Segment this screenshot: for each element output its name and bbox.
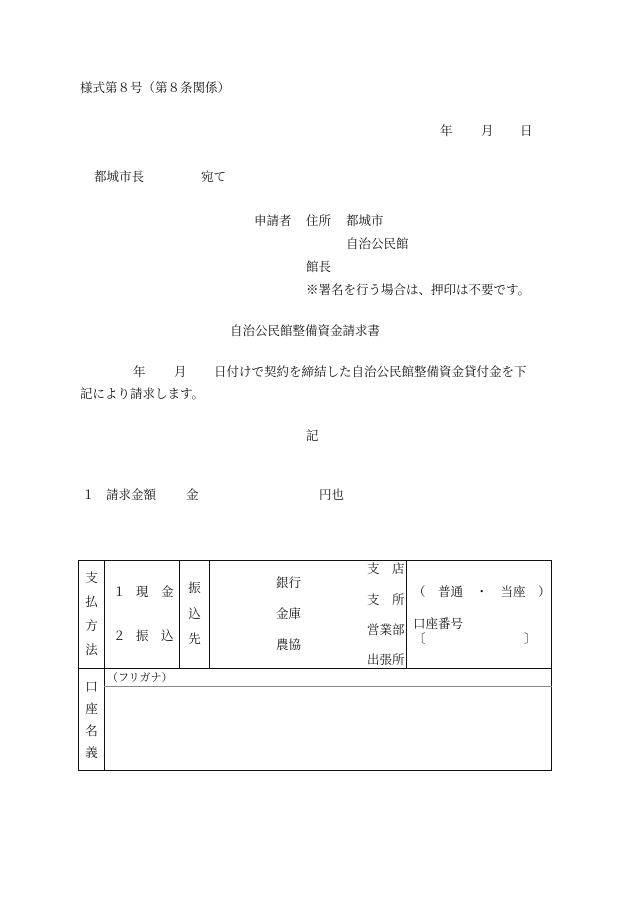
account-type: （ 普通 ・ 当座 ） (413, 584, 551, 599)
table-col-divider-1 (104, 560, 105, 771)
address-city: 都城市 (346, 213, 384, 228)
document-title: 自治公民館整備資金請求書 (230, 323, 381, 338)
table-col-divider-3 (209, 560, 210, 668)
account-number-close-bracket: 〕 (524, 631, 537, 646)
table-col-divider-4 (406, 560, 407, 668)
table-row-divider (78, 668, 552, 669)
account-number-open-bracket: 〔 (413, 631, 426, 646)
payment-method-label: 支 払 方 法 (85, 569, 98, 657)
transfer-destination-label: 振 込 先 (188, 580, 201, 647)
organization-name: 自治公民館 (346, 236, 409, 251)
ki-mark: 記 (306, 428, 319, 443)
body-year: 年 (133, 364, 146, 379)
body-month: 月 (174, 364, 187, 379)
body-line1-text: 日付けで契約を締結した自治公民館整備資金貸付金を下 (214, 364, 527, 379)
address-label: 住所 (306, 213, 332, 228)
date-month: 月 (481, 123, 494, 138)
claim-label: 請求金額 (106, 487, 157, 502)
furigana-divider (104, 686, 552, 687)
branch-type-shisho: 支 所 (367, 592, 405, 607)
branch-type-eigyobu: 営業部 (367, 622, 405, 637)
table-border-bottom (78, 770, 552, 771)
applicant-title: 館長 (306, 259, 332, 274)
claim-prefix: 金 (186, 487, 199, 502)
addressee-name: 都城市長 (94, 169, 145, 184)
addressee-suffix: 宛て (201, 169, 227, 184)
option-transfer-number: ２ (113, 628, 126, 643)
branch-type-shutchojo: 出張所 (367, 652, 405, 667)
option-transfer-label: 振 込 (136, 628, 174, 643)
bank-type-bank: 銀行 (276, 575, 302, 590)
branch-type-shiten: 支 店 (367, 561, 405, 576)
date-day: 日 (520, 123, 533, 138)
account-number-label: 口座番号 (413, 616, 464, 631)
furigana-label: （フリガナ） (107, 671, 173, 684)
table-border-right (551, 560, 552, 771)
option-cash-number: １ (113, 584, 126, 599)
account-name-label: 口 座 名 義 (85, 678, 98, 760)
option-cash-label: 現 金 (136, 584, 174, 599)
date-year: 年 (440, 123, 453, 138)
form-number: 様式第８号（第８条関係） (80, 80, 231, 95)
applicant-label: 申請者 (254, 213, 292, 228)
table-border-top (78, 560, 552, 561)
seal-note: ※署名を行う場合は、押印は不要です。 (306, 282, 531, 297)
bank-type-shinkin: 金庫 (276, 606, 302, 621)
claim-suffix: 円也 (319, 487, 345, 502)
claim-number: １ (82, 487, 95, 502)
body-line2-text: 記により請求します。 (80, 386, 205, 401)
bank-type-nokyo: 農協 (276, 637, 302, 652)
